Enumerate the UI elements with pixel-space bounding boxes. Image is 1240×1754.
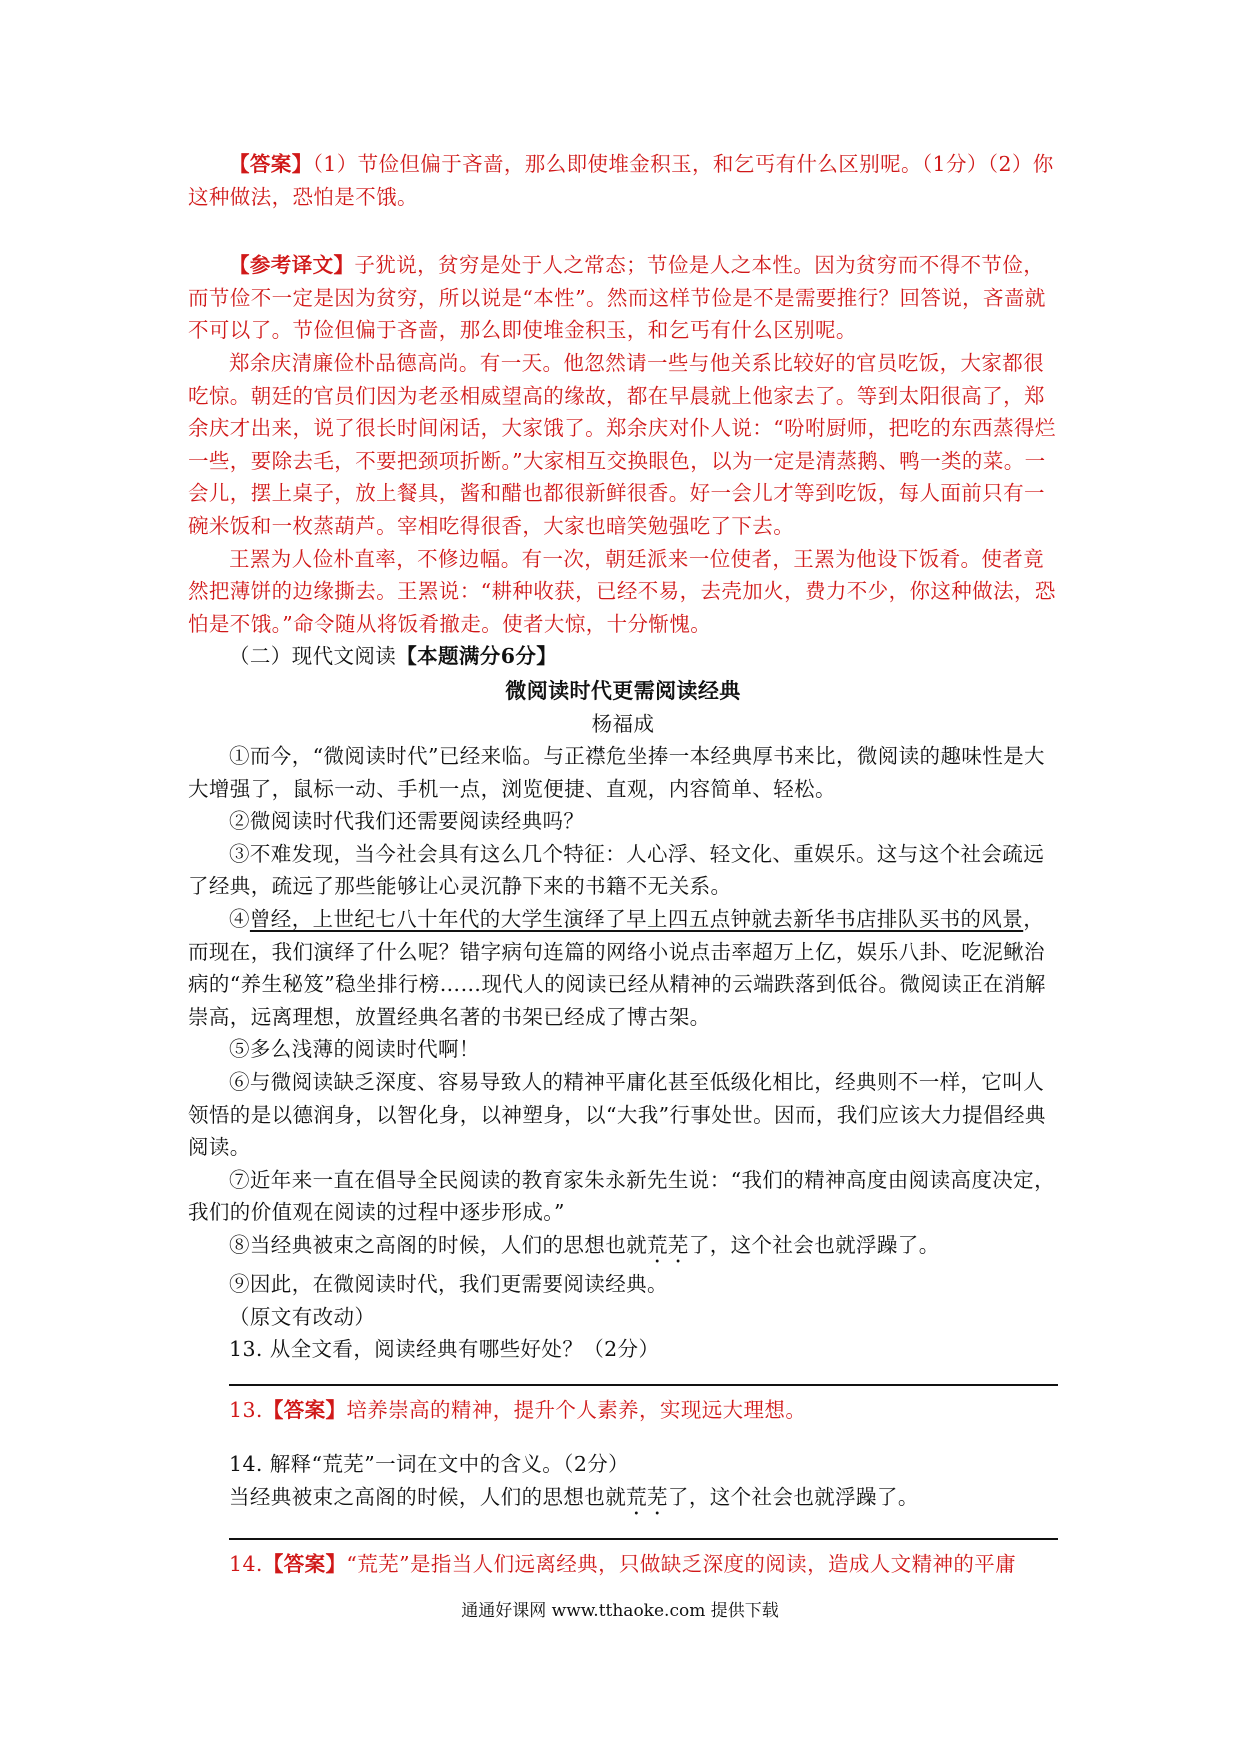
answer-13 (188, 1394, 1058, 1427)
answer-paragraph (188, 148, 1058, 213)
paragraph-4-rest: ，而现在，我们演绎了什么呢？错字病句连篇的网络小说点击率超万上亿，娱乐八卦、吃泥鳅治病的“养生秘笈”稳坐排行榜……现代人的阅读已经从精神的云端跌落到低谷。微阅读正在消解崇高，远离理想，放置经典名著的书架已经成了博古架。 (188, 907, 1046, 1029)
spacer (188, 1426, 1058, 1448)
answer-tag: 【答案】 (229, 152, 313, 176)
answer-13-text: 培养崇高的精神，提升个人素养，实现远大理想。 (346, 1397, 807, 1422)
section-heading (188, 640, 1058, 673)
section-heading-score: 【本题满分6分】 (396, 644, 558, 669)
article-note: （原文有改动） (229, 1304, 376, 1329)
question-14: 14. 解释“荒芜”一词在文中的含义。（2分） (229, 1452, 630, 1477)
question-13: 13. 从全文看，阅读经典有哪些好处？（2分） (229, 1337, 660, 1362)
article-paragraph-6: ⑥与微阅读缺乏深度、容易导致人的精神平庸化甚至低级化相比，经典则不一样，它叫人领悟的是以德润身，以智化身，以神塑身，以“大我”行事处世。因而，我们应该大力提倡经典阅读。 (188, 1070, 1046, 1160)
underlined-sentence: 曾经，上世纪七八十年代的大学生演绎了早上四五点钟就去新华书店排队买书的风景 (249, 907, 1024, 932)
paragraph-8-before: ⑧当经典被束之高阁的时候，人们的思想也就 (229, 1233, 647, 1257)
translation-paragraph-1 (188, 249, 1058, 347)
answer-line (229, 1384, 1058, 1386)
article-paragraph-8 (188, 1229, 1058, 1268)
document-page (188, 148, 1058, 1581)
article-paragraph-2: ②微阅读时代我们还需要阅读经典吗？ (229, 809, 585, 834)
page-footer: 通通好课网 www.tthaoke.com 提供下载 (461, 1601, 779, 1621)
answer-14 (188, 1548, 1058, 1581)
quote-after: 了，这个社会也就浮躁了。 (667, 1484, 919, 1509)
answer-line (229, 1538, 1058, 1540)
article-paragraph-3: ③不难发现，当今社会具有这么几个特征：人心浮、轻文化、重娱乐。这与这个社会疏远了经典，疏远了那些能够让心灵沉静下来的书籍不无关系。 (188, 841, 1045, 899)
dotted-word: 荒芜 (626, 1484, 668, 1509)
article-author: 杨福成 (591, 711, 655, 736)
article-paragraph-7: ⑦近年来一直在倡导全民阅读的教育家朱永新先生说：“我们的精神高度由阅读高度决定，我们的价值观在阅读的过程中逐步形成。” (188, 1167, 1055, 1225)
paragraph-number: ④ (229, 907, 250, 932)
spacer (188, 213, 1058, 249)
answer-13-num: 13. (229, 1397, 263, 1422)
answer-14-num: 14. (229, 1551, 263, 1576)
article-title: 微阅读时代更需阅读经典 (505, 677, 741, 703)
translation-text-1: 子犹说，贫穷是处于人之常态；节俭是人之本性。因为贫穷而不得不节俭，而节俭不一定是因为贫穷，所以说是“本性”。然而这样节俭是不是需要推行？回答说，吝啬就不可以了。节俭但偏于吝啬，那么即使堆金积玉，和乞丐有什么区别呢。 (188, 253, 1046, 343)
answer-text: （1）节俭但偏于吝啬，那么即使堆金积玉，和乞丐有什么区别呢。（1分）（2）你这种做法，恐怕是不饿。 (188, 152, 1054, 209)
translation-tag: 【参考译文】 (229, 253, 355, 278)
section-heading-prefix: （二）现代文阅读 (229, 644, 397, 669)
article-paragraph-9: ⑨因此，在微阅读时代，我们更需要阅读经典。 (229, 1272, 668, 1296)
question-14-quote (188, 1481, 1058, 1520)
article-paragraph-5: ⑤多么浅薄的阅读时代啊！ (229, 1037, 480, 1062)
dotted-word: 荒芜 (647, 1233, 689, 1257)
paragraph-8-after: 了，这个社会也就浮躁了。 (688, 1233, 940, 1257)
quote-before: 当经典被束之高阁的时候，人们的思想也就 (229, 1484, 627, 1509)
translation-paragraph-3: 王罴为人俭朴直率，不修边幅。有一次，朝廷派来一位使者，王罴为他设下饭肴。使者竟然把薄饼的边缘撕去。王罴说：“耕种收获，已经不易，去壳加火，费力不少，你这种做法，恐怕是不饿。”命令随从将饭肴撤走。使者大惊，十分惭愧。 (188, 546, 1056, 636)
translation-paragraph-2: 郑余庆清廉俭朴品德高尚。有一天。他忽然请一些与他关系比较好的官员吃饭，大家都很吃惊。朝廷的官员们因为老丞相威望高的缘故，都在早晨就上他家去了。等到太阳很高了，郑余庆才出来，说了很长时间闲话，大家饿了。郑余庆对仆人说：“吩咐厨师，把吃的东西蒸得烂一些，要除去毛，不要把颈项折断。”大家相互交换眼色，以为一定是清蒸鹅、鸭一类的菜。一会儿，摆上桌子，放上餐具，酱和醋也都很新鲜很香。好一会儿才等到吃饭，每人面前只有一碗米饭和一枚蒸葫芦。宰相吃得很香，大家也暗笑勉强吃了下去。 (188, 350, 1056, 538)
answer-14-text: “荒芜”是指当人们远离经典，只做缺乏深度的阅读，造成人文精神的平庸 (346, 1551, 1017, 1576)
article-paragraph-1: ①而今，“微阅读时代”已经来临。与正襟危坐捧一本经典厚书来比，微阅读的趣味性是大大增强了，鼠标一动、手机一点，浏览便捷、直观，内容简单、轻松。 (188, 744, 1045, 801)
answer-14-tag: 【答案】 (262, 1551, 347, 1576)
answer-13-tag: 【答案】 (262, 1397, 347, 1422)
article-paragraph-4 (188, 903, 1058, 1033)
